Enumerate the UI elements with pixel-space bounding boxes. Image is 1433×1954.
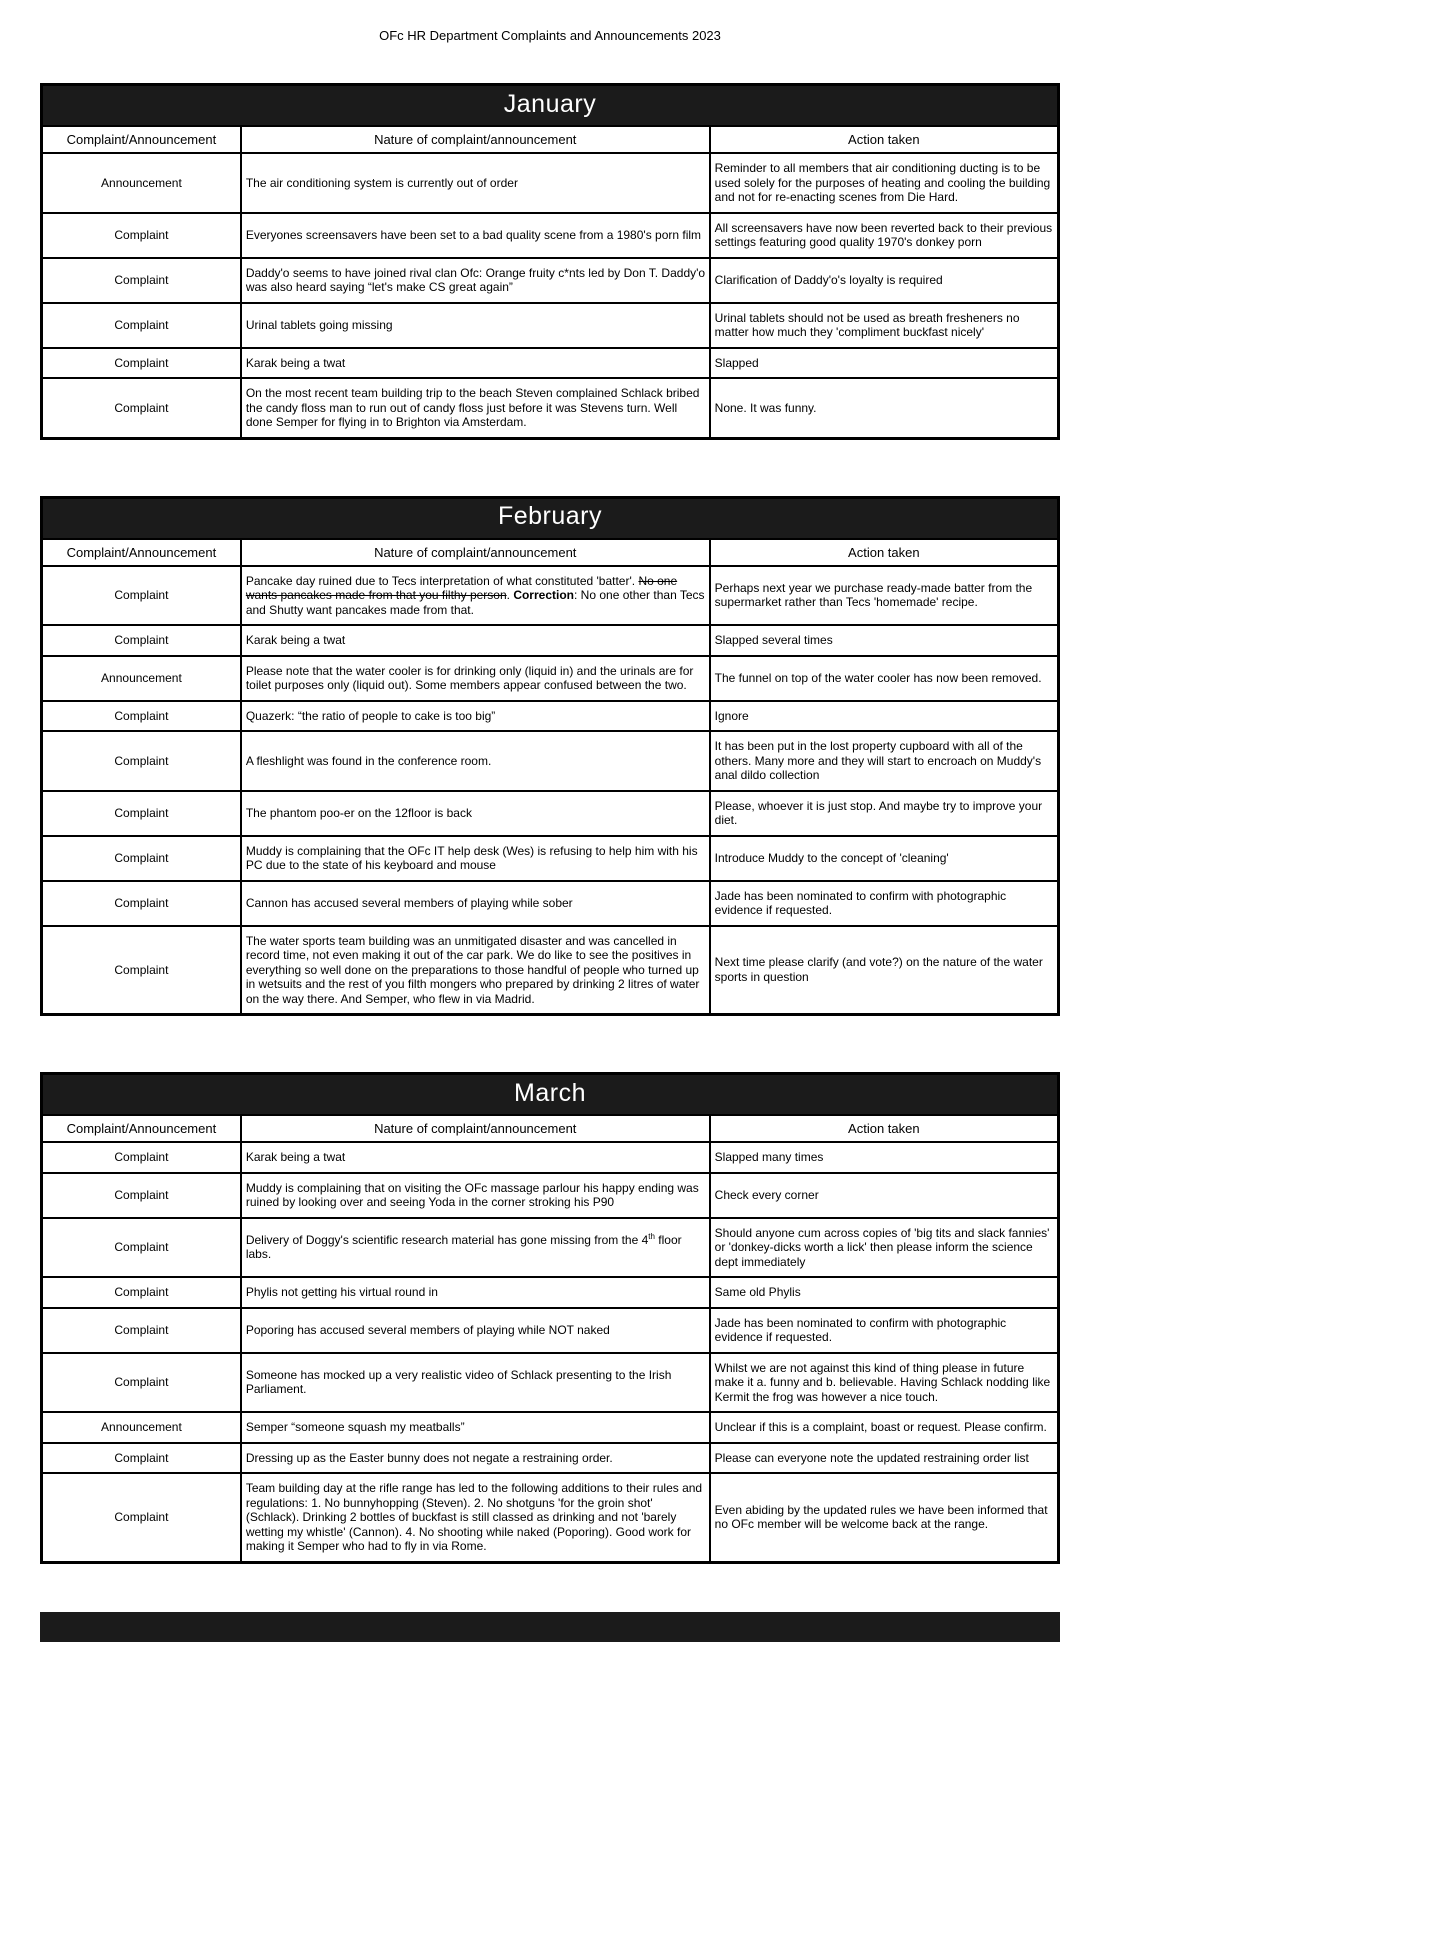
table-row <box>42 348 1059 379</box>
action-cell: Should anyone cum across copies of 'big tits and slack fannies' or 'donkey-dicks worth a lick' then please inform the science dept immediately <box>710 1218 1059 1278</box>
action-cell: Slapped several times <box>710 625 1059 656</box>
action-cell: Jade has been nominated to confirm with photographic evidence if requested. <box>710 1308 1059 1353</box>
column-header-2: Action taken <box>710 1115 1059 1142</box>
table-row <box>42 1277 1059 1308</box>
action-cell: Jade has been nominated to confirm with photographic evidence if requested. <box>710 881 1059 926</box>
type-cell: Complaint <box>42 348 241 379</box>
type-cell: Complaint <box>42 258 241 303</box>
table-row <box>42 153 1059 213</box>
action-cell: Check every corner <box>710 1173 1059 1218</box>
nature-cell: Semper “someone squash my meatballs” <box>241 1412 710 1443</box>
type-cell: Complaint <box>42 1173 241 1218</box>
table-row <box>42 1142 1059 1173</box>
type-cell: Announcement <box>42 153 241 213</box>
action-cell: Slapped many times <box>710 1142 1059 1173</box>
table-row <box>42 566 1059 626</box>
table-row <box>42 378 1059 438</box>
text-segment: . <box>506 588 514 602</box>
month-header-january: January <box>42 85 1059 127</box>
type-cell: Complaint <box>42 1473 241 1562</box>
table-row <box>42 258 1059 303</box>
action-cell: Slapped <box>710 348 1059 379</box>
type-cell: Complaint <box>42 1308 241 1353</box>
nature-cell: Poporing has accused several members of playing while NOT naked <box>241 1308 710 1353</box>
nature-cell: Muddy is complaining that the OFc IT help desk (Wes) is refusing to help him with his PC due to the state of his keyboard and mouse <box>241 836 710 881</box>
nature-cell: On the most recent team building trip to the beach Steven complained Schlack bribed the candy floss man to run out of candy floss just before it was Stevens turn. Well done Semper for flying in to Brighton via Amsterdam. <box>241 378 710 438</box>
action-cell: Even abiding by the updated rules we have been informed that no OFc member will be welcome back at the range. <box>710 1473 1059 1562</box>
action-cell: Introduce Muddy to the concept of 'cleaning' <box>710 836 1059 881</box>
table-row <box>42 213 1059 258</box>
type-cell: Complaint <box>42 926 241 1015</box>
column-header-2: Action taken <box>710 539 1059 566</box>
nature-cell: The phantom poo-er on the 12floor is back <box>241 791 710 836</box>
action-cell: Whilst we are not against this kind of thing please in future make it a. funny and b. believable. Having Schlack nodding like Kermit the frog was however a nice touch. <box>710 1353 1059 1413</box>
nature-cell: Karak being a twat <box>241 1142 710 1173</box>
month-header-march: March <box>42 1074 1059 1116</box>
type-cell: Announcement <box>42 1412 241 1443</box>
nature-cell: Everyones screensavers have been set to a bad quality scene from a 1980's porn film <box>241 213 710 258</box>
nature-cell: Please note that the water cooler is for drinking only (liquid in) and the urinals are for toilet purposes only (liquid out). Some members appear confused between the two. <box>241 656 710 701</box>
text-segment: : No one other than Tecs and Shutty want pancakes made from that. <box>245 588 705 617</box>
table-row <box>42 1443 1059 1474</box>
text-segment-strike: No one wants pancakes made from that you filthy person <box>245 573 678 602</box>
tables-container <box>40 83 1060 1564</box>
table-row <box>42 881 1059 926</box>
nature-cell: The air conditioning system is currently out of order <box>241 153 710 213</box>
type-cell: Complaint <box>42 1353 241 1413</box>
column-header-1: Nature of complaint/announcement <box>241 539 710 566</box>
table-row <box>42 656 1059 701</box>
column-header-1: Nature of complaint/announcement <box>241 1115 710 1142</box>
text-segment: Pancake day ruined due to Tecs interpretation of what constituted 'batter'. <box>245 573 639 588</box>
nature-cell: Quazerk: “the ratio of people to cake is too big” <box>241 701 710 732</box>
table-row <box>42 836 1059 881</box>
table-row <box>42 1473 1059 1562</box>
table-row <box>42 1353 1059 1413</box>
action-cell: Please, whoever it is just stop. And maybe try to improve your diet. <box>710 791 1059 836</box>
action-cell: Same old Phylis <box>710 1277 1059 1308</box>
action-cell: The funnel on top of the water cooler has now been removed. <box>710 656 1059 701</box>
type-cell: Complaint <box>42 1218 241 1278</box>
type-cell: Complaint <box>42 213 241 258</box>
type-cell: Complaint <box>42 625 241 656</box>
type-cell: Complaint <box>42 303 241 348</box>
column-header-0: Complaint/Announcement <box>42 126 241 153</box>
nature-cell: A fleshlight was found in the conference room. <box>241 731 710 791</box>
type-cell: Complaint <box>42 881 241 926</box>
next-month-header-partial <box>40 1612 1060 1642</box>
type-cell: Complaint <box>42 836 241 881</box>
table-row <box>42 926 1059 1015</box>
type-cell: Complaint <box>42 1277 241 1308</box>
action-cell: Clarification of Daddy'o's loyalty is required <box>710 258 1059 303</box>
table-row <box>42 701 1059 732</box>
action-cell: Perhaps next year we purchase ready-made batter from the supermarket rather than Tecs 'homemade' recipe. <box>710 566 1059 626</box>
table-row <box>42 1173 1059 1218</box>
table-row <box>42 731 1059 791</box>
type-cell: Complaint <box>42 1142 241 1173</box>
action-cell: Next time please clarify (and vote?) on the nature of the water sports in question <box>710 926 1059 1015</box>
column-header-0: Complaint/Announcement <box>42 1115 241 1142</box>
action-cell: Please can everyone note the updated restraining order list <box>710 1443 1059 1474</box>
type-cell: Complaint <box>42 701 241 732</box>
nature-cell: Team building day at the rifle range has led to the following additions to their rules and regulations: 1. No bunnyhopping (Steven). 2. No shotguns 'for the groin shot' (Schlack). Drinking 2 bottles of buckfast is still classed as drinking and not 'barely wetting my whistle' (Cannon). 4. No shooting while naked (Poporing). Good work for making it Semper who had to fly in via Rome. <box>241 1473 710 1562</box>
nature-cell: Karak being a twat <box>241 625 710 656</box>
nature-cell <box>241 1218 710 1278</box>
table-row <box>42 1412 1059 1443</box>
nature-cell: Phylis not getting his virtual round in <box>241 1277 710 1308</box>
document-page <box>40 0 1060 1642</box>
nature-cell: Dressing up as the Easter bunny does not negate a restraining order. <box>241 1443 710 1474</box>
type-cell: Announcement <box>42 656 241 701</box>
month-table-march <box>40 1072 1060 1564</box>
action-cell: Reminder to all members that air conditioning ducting is to be used solely for the purposes of heating and cooling the building and not for re-enacting scenes from Die Hard. <box>710 153 1059 213</box>
action-cell: Urinal tablets should not be used as breath fresheners no matter how much they 'compliment buckfast nicely' <box>710 303 1059 348</box>
table-row <box>42 1218 1059 1278</box>
nature-cell: Karak being a twat <box>241 348 710 379</box>
table-row <box>42 625 1059 656</box>
nature-cell: The water sports team building was an unmitigated disaster and was cancelled in record time, not even making it out of the car park. We do like to see the positives in everything so well done on the preparations to those handful of people who turned up in wetsuits and the rest of you filth mongers who prepared by drinking 2 litres of water on the way there. And Semper, who flew in via Madrid. <box>241 926 710 1015</box>
page-title: OFc HR Department Complaints and Announcements 2023 <box>379 28 721 43</box>
type-cell: Complaint <box>42 791 241 836</box>
nature-cell: Urinal tablets going missing <box>241 303 710 348</box>
nature-cell: Muddy is complaining that on visiting the OFc massage parlour his happy ending was ruined by looking over and seeing Yoda in the corner stroking his P90 <box>241 1173 710 1218</box>
column-header-0: Complaint/Announcement <box>42 539 241 566</box>
table-row <box>42 791 1059 836</box>
column-header-2: Action taken <box>710 126 1059 153</box>
text-segment: floor labs. <box>245 1232 682 1262</box>
text-segment-bold: Correction <box>513 588 574 602</box>
type-cell: Complaint <box>42 1443 241 1474</box>
action-cell: Ignore <box>710 701 1059 732</box>
action-cell: Unclear if this is a complaint, boast or request. Please confirm. <box>710 1412 1059 1443</box>
text-segment-sup: th <box>648 1231 655 1241</box>
type-cell: Complaint <box>42 566 241 626</box>
nature-cell <box>241 566 710 626</box>
nature-cell: Someone has mocked up a very realistic video of Schlack presenting to the Irish Parliament. <box>241 1353 710 1413</box>
action-cell: It has been put in the lost property cupboard with all of the others. Many more and they will start to encroach on Muddy's anal dildo collection <box>710 731 1059 791</box>
table-row <box>42 303 1059 348</box>
month-header-february: February <box>42 497 1059 539</box>
nature-cell: Daddy'o seems to have joined rival clan Ofc: Orange fruity c*nts led by Don T. Daddy'o was also heard saying “let's make CS great again” <box>241 258 710 303</box>
month-table-february <box>40 496 1060 1017</box>
column-header-1: Nature of complaint/announcement <box>241 126 710 153</box>
type-cell: Complaint <box>42 378 241 438</box>
text-segment: Delivery of Doggy's scientific research material has gone missing from the 4 <box>245 1232 649 1247</box>
nature-cell: Cannon has accused several members of playing while sober <box>241 881 710 926</box>
table-row <box>42 1308 1059 1353</box>
month-table-january <box>40 83 1060 440</box>
action-cell: None. It was funny. <box>710 378 1059 438</box>
type-cell: Complaint <box>42 731 241 791</box>
action-cell: All screensavers have now been reverted back to their previous settings featuring good quality 1970's donkey porn <box>710 213 1059 258</box>
